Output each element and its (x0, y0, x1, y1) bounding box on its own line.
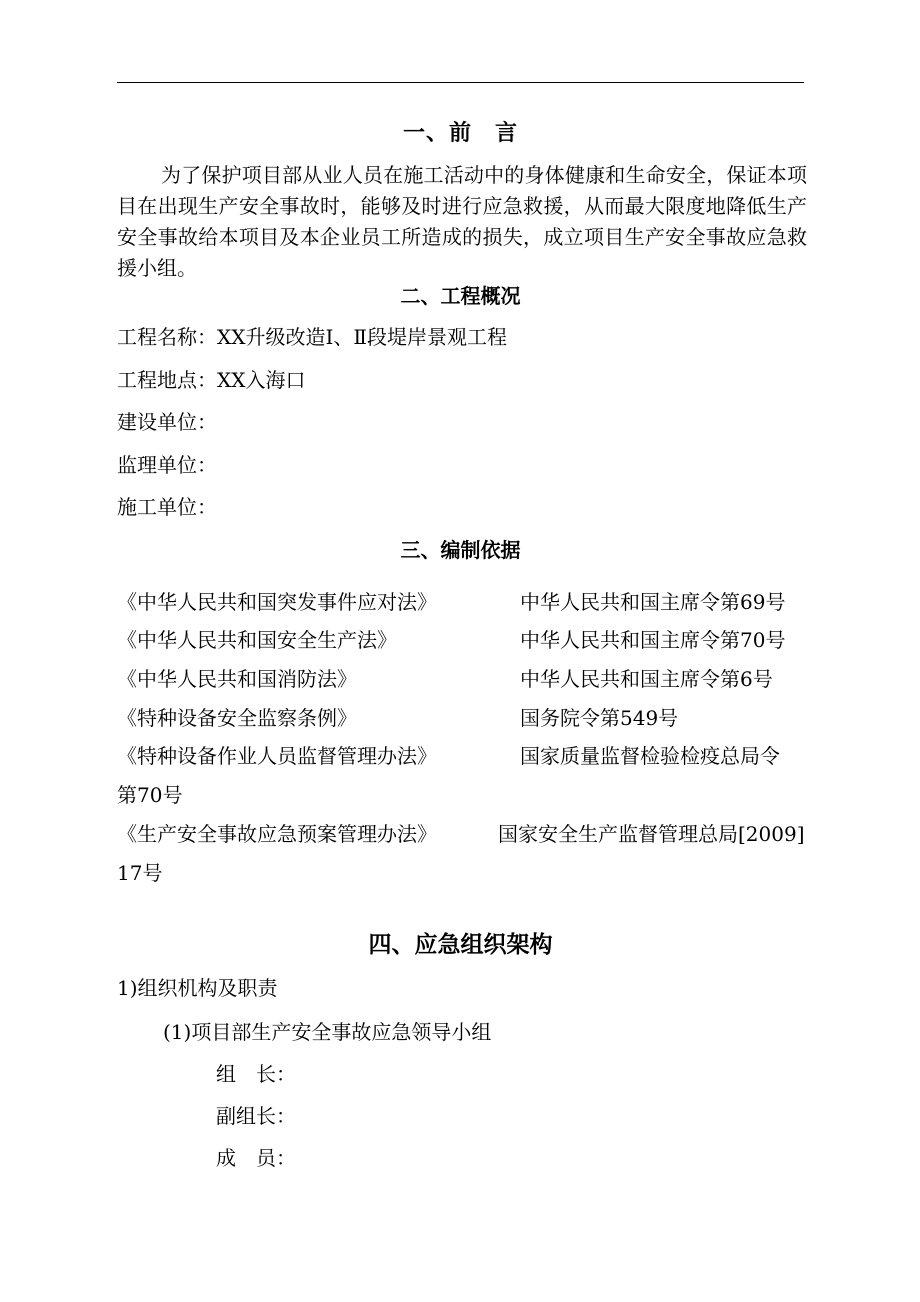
law-title: 《中华人民共和国突发事件应对法》 (117, 590, 437, 614)
project-name: 工程名称：XX升级改造Ⅰ、Ⅱ段堤岸景观工程 (117, 325, 507, 349)
header-rule (117, 82, 804, 83)
law-ref: 中华人民共和国主席令第70号 (520, 628, 786, 652)
subsection-title: 1)组织机构及职责 (117, 976, 278, 1000)
law-title: 《中华人民共和国安全生产法》 (117, 628, 397, 652)
section-heading-preface: 一、前 言 (402, 121, 518, 146)
contractor-unit: 施工单位： (117, 495, 217, 519)
law-ref: 国务院令第549号 (520, 706, 679, 730)
section-heading-project-overview: 二、工程概况 (400, 284, 521, 308)
law-ref-continued: 第70号 (117, 783, 183, 807)
construction-unit: 建设单位： (117, 410, 217, 434)
project-location: 工程地点：XX入海口 (117, 368, 306, 392)
role-members: 成 员： (216, 1146, 296, 1170)
law-ref: 中华人民共和国主席令第69号 (520, 590, 786, 614)
law-title: 《特种设备安全监察条例》 (117, 706, 357, 730)
law-title: 《特种设备作业人员监督管理办法》 (117, 744, 437, 768)
law-ref-continued: 17号 (117, 861, 163, 885)
section-heading-organization: 四、应急组织架构 (368, 932, 553, 958)
role-leader: 组 长： (216, 1062, 296, 1086)
preface-paragraph: 为了保护项目部从业人员在施工活动中的身体健康和生命安全，保证本项目在出现生产安全事故时，能够及时进行应急救援，从而最大限度地降低生产安全事故给本项目及本企业员工所造成的损失，成立项目生产安全事故应急救援小组。 (117, 163, 807, 280)
law-ref: 中华人民共和国主席令第6号 (520, 667, 773, 691)
law-ref: 国家质量监督检验检疫总局令 (520, 744, 780, 768)
supervision-unit: 监理单位： (117, 453, 217, 477)
law-title: 《中华人民共和国消防法》 (117, 667, 357, 691)
role-deputy-leader: 副组长： (216, 1104, 296, 1128)
law-title: 《生产安全事故应急预案管理办法》 (117, 822, 437, 846)
section-heading-basis: 三、编制依据 (400, 538, 521, 562)
subsection-item: (1)项目部生产安全事故应急领导小组 (163, 1020, 492, 1044)
law-ref: 国家安全生产监督管理总局[2009] (498, 822, 805, 846)
